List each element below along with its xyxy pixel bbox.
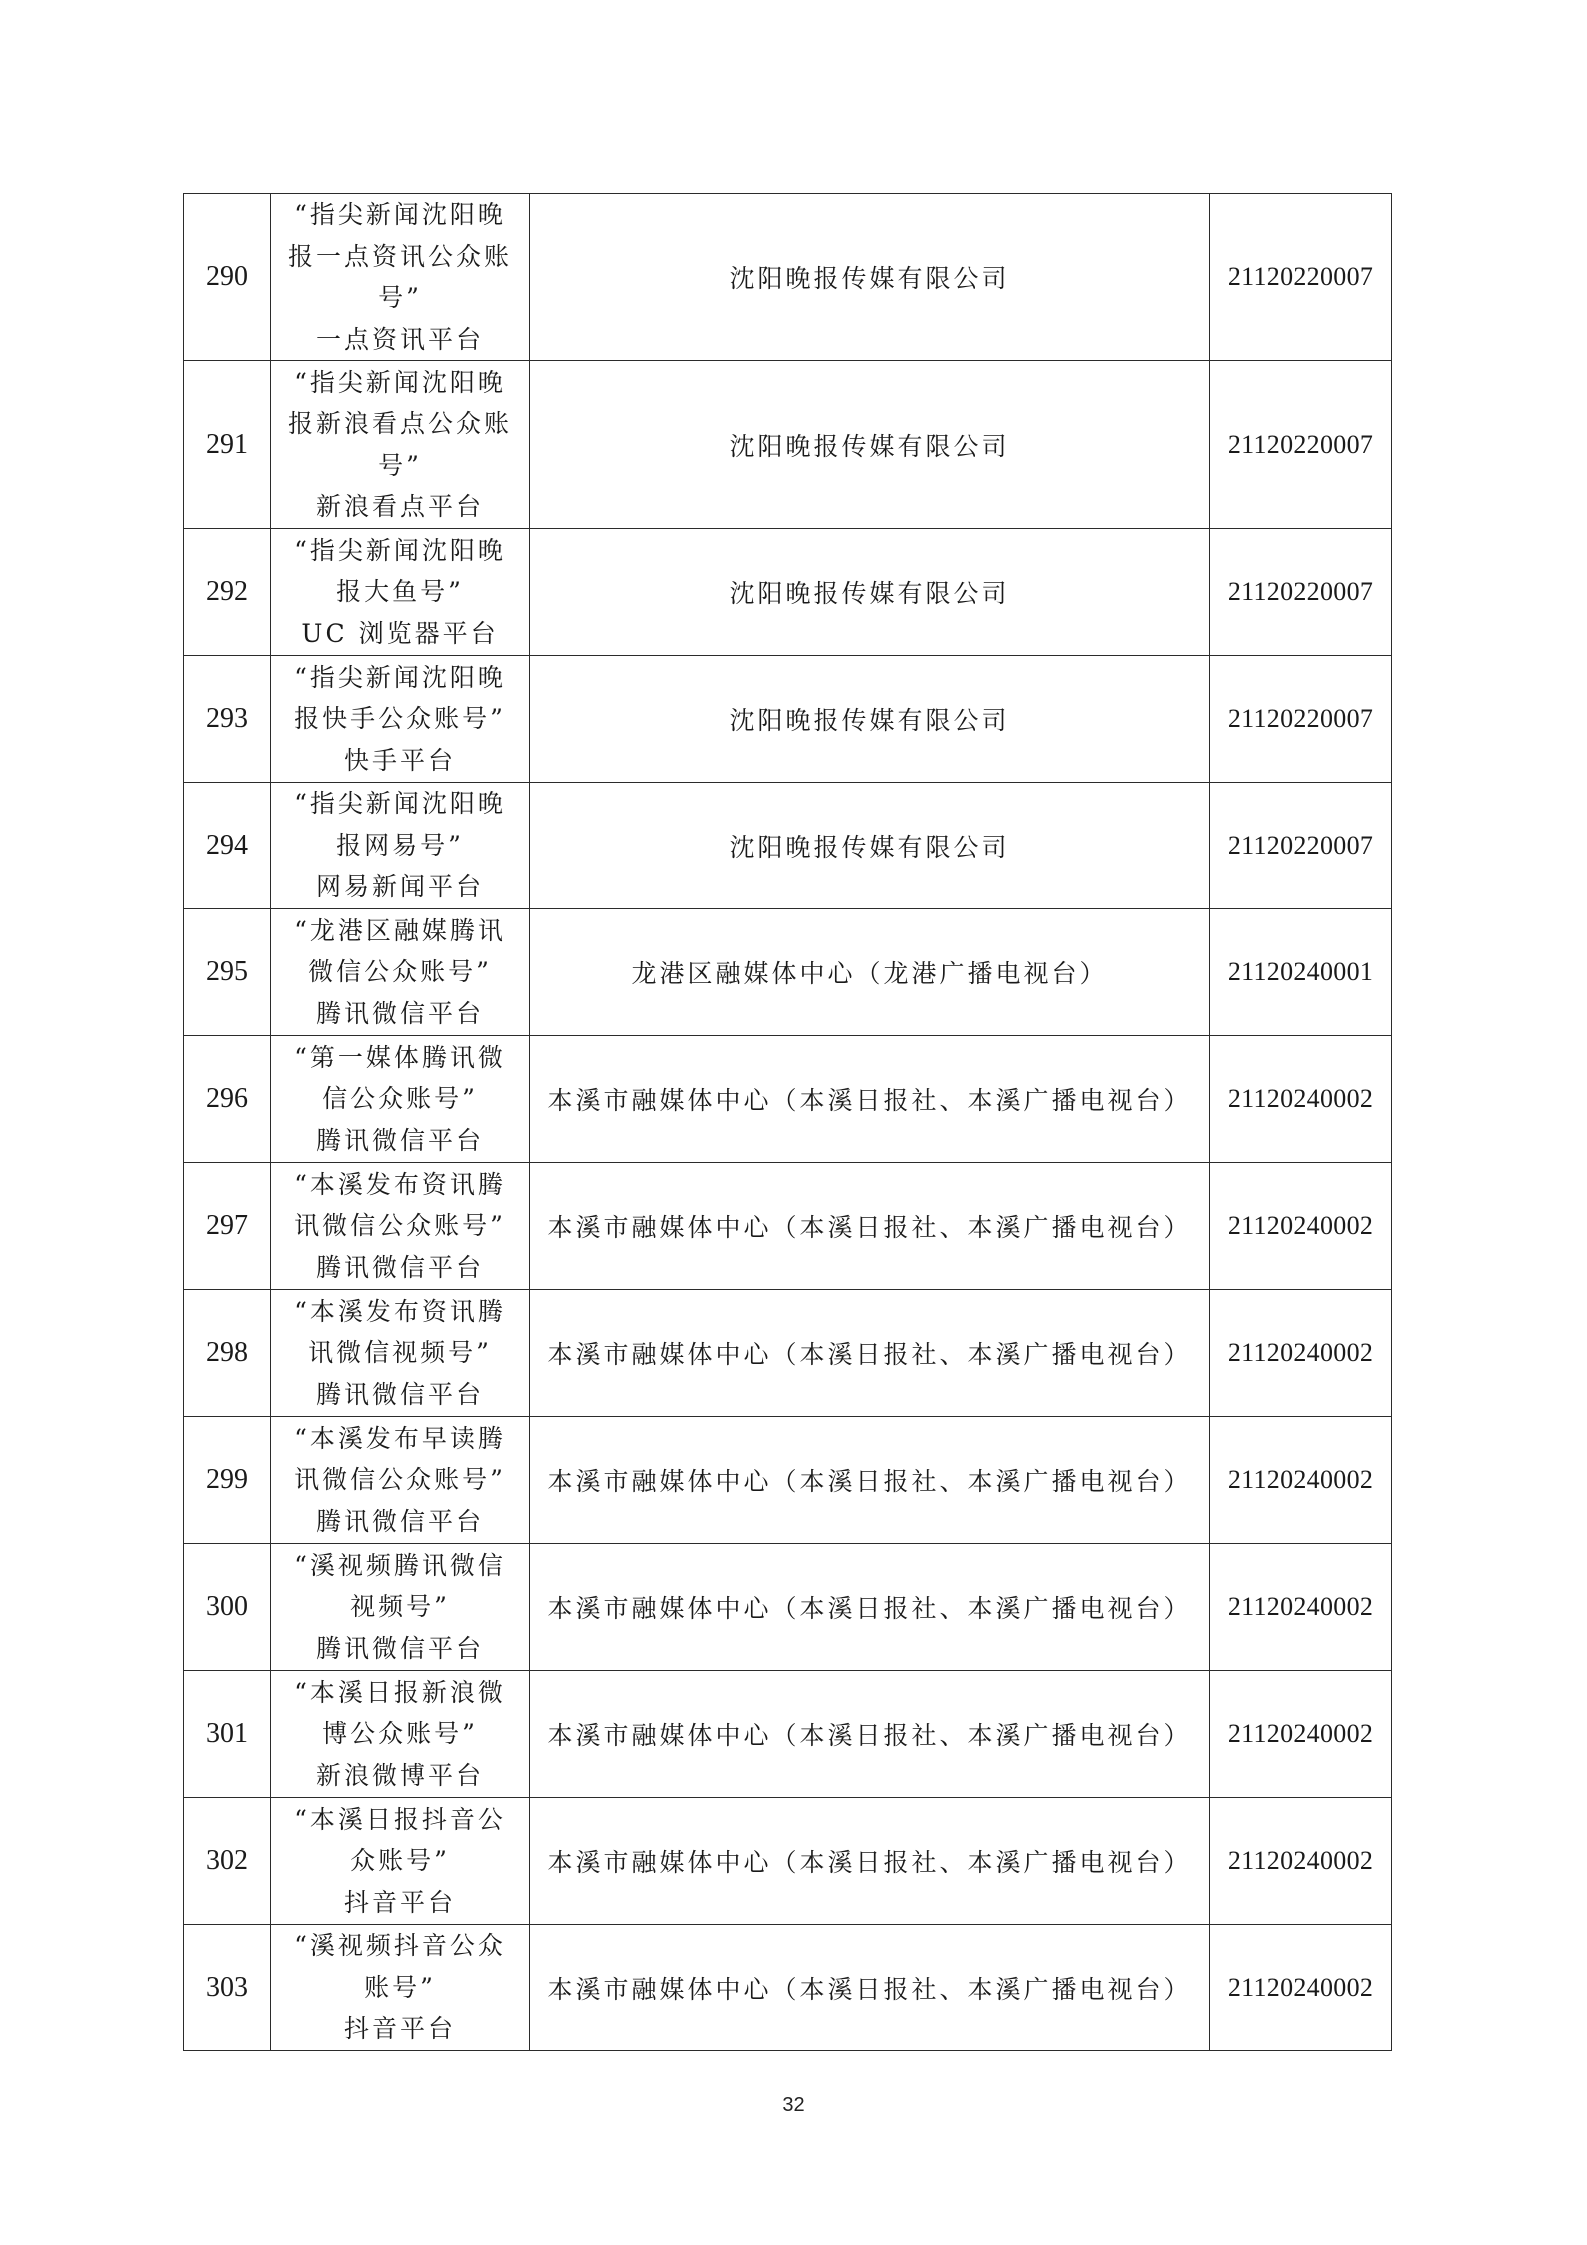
row-number-cell: 293 [184,656,271,783]
table-row [184,1671,1392,1798]
table-row [184,1163,1392,1290]
registry-table-body [184,194,1392,2051]
account-name-line: “本溪日报新浪微 [294,1677,506,1707]
registry-table [183,193,1392,2051]
account-name-line: 腾讯微信平台 [315,1633,484,1663]
row-number-cell: 295 [184,909,271,1036]
account-name-line: “指尖新闻沈阳晚 [294,367,506,397]
license-code-cell: 21120240002 [1210,1925,1392,2051]
account-name-line: “指尖新闻沈阳晚 [294,535,506,565]
account-name-cell [271,1163,530,1290]
organization-cell: 龙港区融媒体中心（龙港广播电视台） [530,909,1210,1036]
account-name-line: 博公众账号” [322,1719,478,1749]
organization-cell: 本溪市融媒体中心（本溪日报社、本溪广播电视台） [530,1925,1210,2051]
row-number-cell: 300 [184,1544,271,1671]
account-name-line: 号” [378,450,422,480]
account-name-line: “指尖新闻沈阳晚 [294,662,506,692]
account-name-line: 抖音平台 [343,2014,456,2044]
account-name-line: 讯微信公众账号” [294,1465,506,1495]
account-name-line: “溪视频抖音公众 [294,1931,506,1961]
account-name-line: 信公众账号” [322,1084,478,1114]
account-name-line: 报快手公众账号” [294,704,506,734]
account-name-line: 一点资讯平台 [315,324,484,354]
license-code-cell: 21120240002 [1210,1544,1392,1671]
organization-cell: 沈阳晚报传媒有限公司 [530,783,1210,909]
account-name-line: 腾讯微信平台 [315,998,484,1028]
account-name-cell [271,1417,530,1544]
account-name-line: 号” [378,283,422,312]
row-number-cell: 297 [184,1163,271,1290]
account-name-line: 新浪微博平台 [315,1760,484,1790]
organization-cell: 本溪市融媒体中心（本溪日报社、本溪广播电视台） [530,1290,1210,1417]
account-name-cell [271,1290,530,1417]
license-code-cell: 21120220007 [1210,783,1392,909]
account-name-cell [271,1925,530,2051]
row-number-cell: 298 [184,1290,271,1417]
account-name-line: 账号” [364,1972,436,2002]
account-name-line: 网易新闻平台 [315,872,484,902]
account-name-line: 腾讯微信平台 [315,1252,484,1282]
license-code-cell: 21120240002 [1210,1417,1392,1544]
account-name-cell [271,1036,530,1163]
row-number-cell: 302 [184,1798,271,1925]
license-code-cell: 21120240002 [1210,1798,1392,1925]
table-row [184,529,1392,656]
organization-cell: 沈阳晚报传媒有限公司 [530,194,1210,361]
table-row [184,656,1392,783]
organization-cell: 本溪市融媒体中心（本溪日报社、本溪广播电视台） [530,1671,1210,1798]
account-name-cell [271,1544,530,1671]
account-name-cell [271,361,530,529]
organization-cell: 沈阳晚报传媒有限公司 [530,361,1210,529]
table-row [184,1417,1392,1544]
account-name-line: “溪视频腾讯微信 [294,1550,506,1580]
account-name-cell [271,1671,530,1798]
organization-cell: 本溪市融媒体中心（本溪日报社、本溪广播电视台） [530,1544,1210,1671]
account-name-line: “指尖新闻沈阳晚 [294,200,506,229]
account-name-line: “第一媒体腾讯微 [294,1042,506,1072]
table-row [184,1798,1392,1925]
table-row [184,909,1392,1036]
table-row [184,194,1392,361]
organization-cell: 本溪市融媒体中心（本溪日报社、本溪广播电视台） [530,1036,1210,1163]
organization-cell: 沈阳晚报传媒有限公司 [530,656,1210,783]
account-name-line: 腾讯微信平台 [315,1379,484,1409]
account-name-line: 新浪看点平台 [315,492,484,521]
table-row [184,1036,1392,1163]
account-name-line: “本溪发布资讯腾 [294,1296,506,1326]
account-name-line: “龙港区融媒腾讯 [294,915,506,945]
license-code-cell: 21120240001 [1210,909,1392,1036]
row-number-cell: 292 [184,529,271,656]
account-name-line: “本溪发布资讯腾 [294,1169,506,1199]
table-row [184,1290,1392,1417]
account-name-cell [271,194,530,361]
table-row [184,1925,1392,2051]
account-name-line: 微信公众账号” [308,957,492,987]
license-code-cell: 21120240002 [1210,1290,1392,1417]
row-number-cell: 299 [184,1417,271,1544]
account-name-line: 讯微信公众账号” [294,1211,506,1241]
account-name-line: 腾讯微信平台 [315,1506,484,1536]
row-number-cell: 296 [184,1036,271,1163]
account-name-line: 报大鱼号” [336,577,464,607]
license-code-cell: 21120220007 [1210,529,1392,656]
license-code-cell: 21120240002 [1210,1671,1392,1798]
organization-cell: 沈阳晚报传媒有限公司 [530,529,1210,656]
account-name-line: 腾讯微信平台 [315,1125,484,1155]
account-name-line: “本溪日报抖音公 [294,1804,506,1834]
row-number-cell: 294 [184,783,271,909]
account-name-line: “指尖新闻沈阳晚 [294,789,506,819]
account-name-cell [271,909,530,1036]
account-name-line: 快手平台 [343,745,456,775]
license-code-cell: 21120240002 [1210,1036,1392,1163]
table-row [184,1544,1392,1671]
license-code-cell: 21120240002 [1210,1163,1392,1290]
row-number-cell: 301 [184,1671,271,1798]
license-code-cell: 21120220007 [1210,656,1392,783]
organization-cell: 本溪市融媒体中心（本溪日报社、本溪广播电视台） [530,1798,1210,1925]
account-name-line: 视频号” [350,1592,450,1622]
account-name-cell [271,783,530,909]
account-name-line: “本溪发布早读腾 [294,1423,506,1453]
table-row [184,361,1392,529]
organization-cell: 本溪市融媒体中心（本溪日报社、本溪广播电视台） [530,1163,1210,1290]
account-name-line: 讯微信视频号” [308,1338,492,1368]
account-name-line: 报网易号” [336,830,464,860]
account-name-cell [271,529,530,656]
table-row [184,783,1392,909]
account-name-line: UC 浏览器平台 [301,618,499,648]
row-number-cell: 303 [184,1925,271,2051]
account-name-line: 报新浪看点公众账 [287,409,512,438]
account-name-cell [271,1798,530,1925]
license-code-cell: 21120220007 [1210,194,1392,361]
license-code-cell: 21120220007 [1210,361,1392,529]
account-name-line: 报一点资讯公众账 [287,241,512,271]
organization-cell: 本溪市融媒体中心（本溪日报社、本溪广播电视台） [530,1417,1210,1544]
row-number-cell: 290 [184,194,271,361]
account-name-cell [271,656,530,783]
account-name-line: 抖音平台 [343,1887,456,1917]
page-number: 32 [782,2094,805,2116]
row-number-cell: 291 [184,361,271,529]
account-name-line: 众账号” [350,1846,450,1876]
